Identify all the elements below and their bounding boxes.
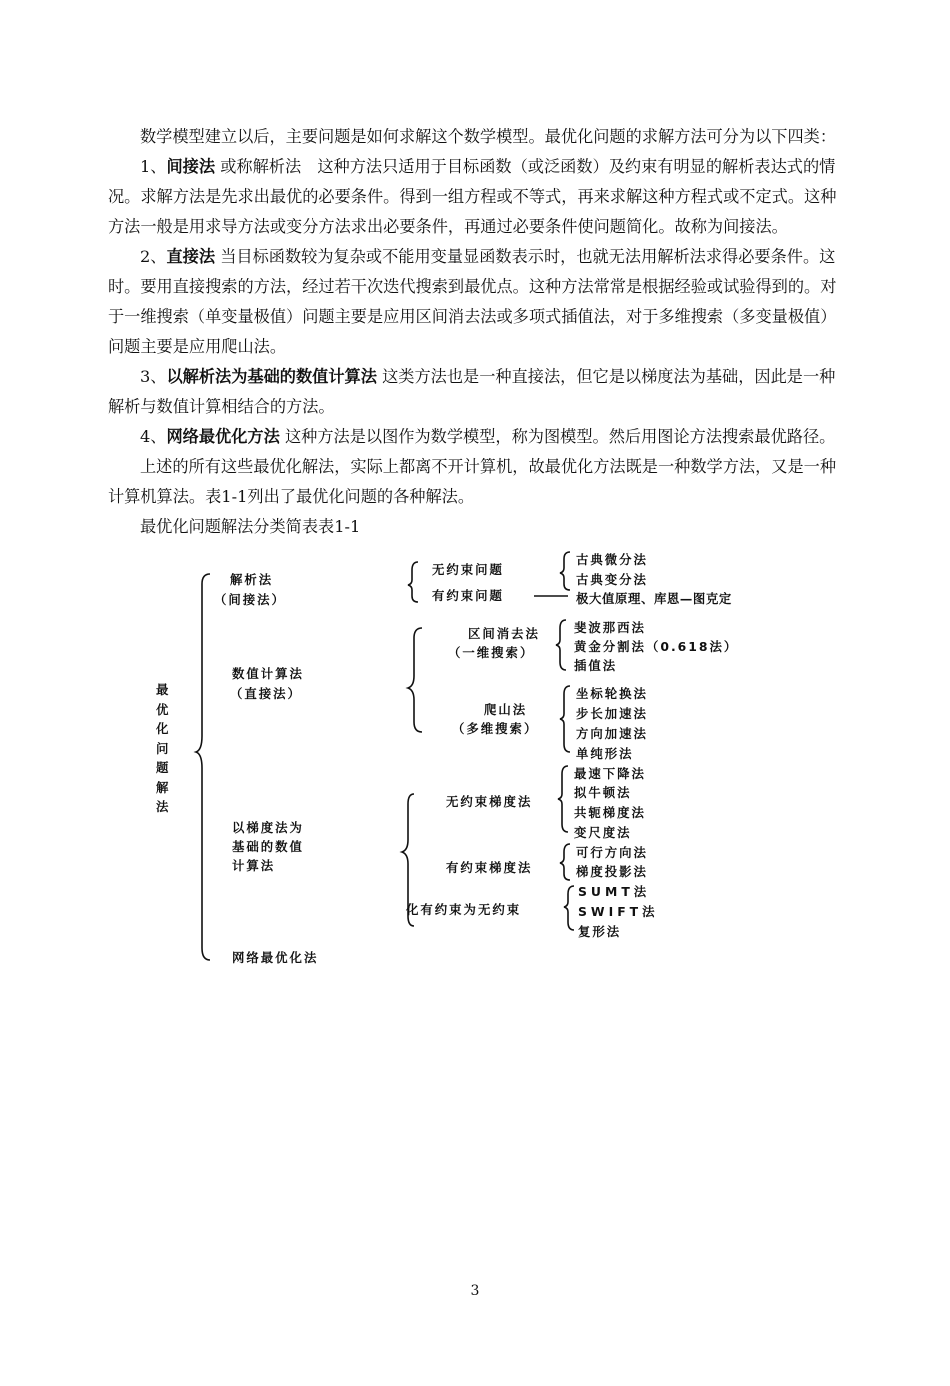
- unc-grad-brace: [558, 766, 568, 832]
- climb-brace: [560, 686, 570, 752]
- numeric-sub: （直接法）: [230, 686, 302, 701]
- method-1-paragraph: [108, 152, 846, 242]
- climb-sub: （多维搜索）: [452, 721, 539, 736]
- method-1-name: 间接法: [166, 157, 216, 176]
- transform-constrained: 化有约束为无约束: [406, 902, 522, 917]
- simplex: 单纯形法: [576, 746, 634, 761]
- climb-method: 爬山法: [484, 702, 528, 717]
- table-caption: 最优化问题解法分类简表表1-1: [140, 517, 361, 536]
- method-4-name: 网络最优化方法: [166, 427, 280, 446]
- classic-var: 古典变分法: [576, 572, 648, 587]
- analytic-sub: （间接法）: [214, 592, 286, 607]
- unconstrained-gradient: 无约束梯度法: [446, 794, 533, 809]
- method-2-number: 2、: [140, 247, 167, 266]
- classic-brace: [560, 552, 570, 590]
- page-number: 3: [470, 1283, 480, 1299]
- unconstrained-problem: 无约束问题: [432, 562, 504, 577]
- method-2-name: 直接法: [166, 247, 216, 266]
- classification-tree: [150, 540, 830, 980]
- interval-brace: [556, 620, 566, 670]
- step-acceleration: 步长加速法: [576, 706, 648, 721]
- numeric-label: 数值计算法: [232, 666, 304, 681]
- coordinate-rotation: 坐标轮换法: [576, 686, 648, 701]
- classic-diff: 古典微分法: [576, 552, 648, 567]
- constrained-gradient: 有约束梯度法: [446, 860, 533, 875]
- method-1-body: 或称解析法 这种方法只适用于目标函数（或泛函数）及约束有明显的解析表达式的情况。求解方法是先求出最优的必要条件。得到一组方程或不等式，再来求解这种方程式或不定式。这种方法一般是用求导方法或变分方法求出必要条件，再通过必要条件使问题简化。故称为间接法。: [108, 157, 837, 236]
- network-optimization: 网络最优化法: [232, 950, 319, 965]
- max-principle: 极大值原理、库恩—图克定: [576, 591, 732, 606]
- conjugate-gradient: 共轭梯度法: [574, 805, 646, 820]
- direction-acceleration: 方向加速法: [576, 726, 648, 741]
- tree-root: 最优化问题解法: [156, 682, 169, 814]
- interval-sub: （一维搜索）: [448, 645, 535, 660]
- quasi-newton: 拟牛顿法: [574, 785, 632, 800]
- numeric-brace: [408, 628, 422, 732]
- transform-brace: [564, 886, 574, 930]
- constrained-problem: 有约束问题: [432, 588, 504, 603]
- interpolation: 插值法: [574, 658, 618, 673]
- steepest-descent: 最速下降法: [574, 766, 646, 781]
- golden-section: 黄金分割法（0.618法）: [574, 639, 739, 654]
- method-4-number: 4、: [140, 427, 167, 446]
- gradient-label-2: 基础的数值: [232, 839, 304, 854]
- fibonacci: 斐波那西法: [574, 620, 646, 635]
- method-2-body: 当目标函数较为复杂或不能用变量显函数表示时，也就无法用解析法求得必要条件。这时。要用直接搜索的方法，经过若干次迭代搜索到最优点。这种方法常常是根据经验或试验得到的。对于一维搜索（单变量极值）问题主要是应用区间消去法或多项式插值法，对于多维搜索（多变量极值）问题主要是应用爬山法。: [108, 247, 837, 356]
- method-4-body: 这种方法是以图作为数学模型，称为图模型。然后用图论方法搜索最优路径。: [284, 427, 836, 446]
- method-3-paragraph: [108, 362, 846, 422]
- con-grad-brace: [560, 844, 570, 880]
- method-3-name: 以解析法为基础的数值计算法: [166, 367, 377, 386]
- sumt-method: SUMT法: [578, 884, 651, 899]
- method-4-paragraph: [108, 422, 846, 452]
- gradient-label-3: 计算法: [232, 858, 276, 873]
- feasible-direction: 可行方向法: [576, 845, 648, 860]
- gradient-label-1: 以梯度法为: [232, 820, 304, 835]
- analytic-brace: [408, 562, 418, 602]
- complex-method: 复形法: [578, 924, 622, 939]
- gradient-projection: 梯度投影法: [576, 864, 648, 879]
- interval-method: 区间消去法: [468, 626, 540, 641]
- swift-method: SWIFT法: [578, 904, 659, 919]
- summary-paragraph: 上述的所有这些最优化解法，实际上都离不开计算机，故最优化方法既是一种数学方法，又是一种计算机算法。表1-1列出了最优化问题的各种解法。: [108, 457, 837, 506]
- root-brace: [196, 574, 210, 960]
- method-1-number: 1、: [140, 157, 167, 176]
- method-2-paragraph: [108, 242, 846, 362]
- analytic-label: 解析法: [230, 572, 274, 587]
- method-3-number: 3、: [140, 367, 167, 386]
- intro-paragraph: 数学模型建立以后，主要问题是如何求解这个数学模型。最优化问题的求解方法可分为以下四类：: [140, 127, 837, 146]
- method-3-body: 这类方法也是一种直接法，但它是以梯度法为基础，因此是一种解析与数值计算相结合的方法。: [108, 367, 836, 416]
- variable-metric: 变尺度法: [574, 825, 632, 840]
